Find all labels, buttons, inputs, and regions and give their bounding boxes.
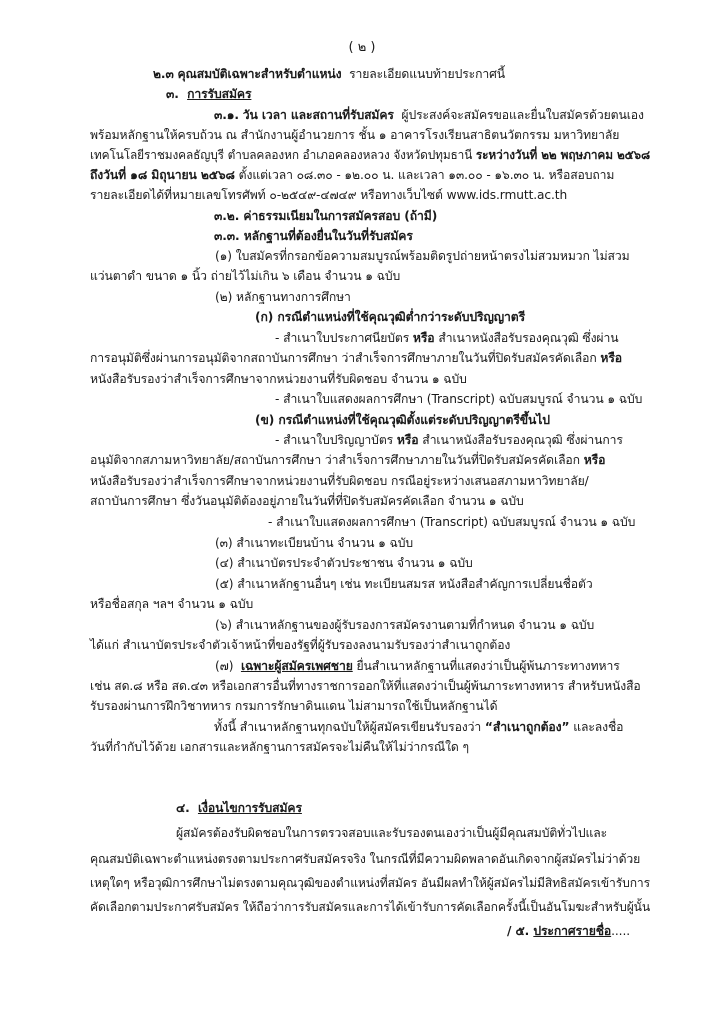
section-3-3 <box>214 228 413 244</box>
doc-2a-or-2: หรือ <box>600 351 622 365</box>
section-3-1-line-4 <box>90 167 614 183</box>
section-4-line-2: คุณสมบัติเฉพาะตำแหน่งตรงตามประกาศรับสมัครจริง ในกรณีที่มีความผิดพลาดอันเกิดจากผู้สมัครไม่ว่าด้วย <box>90 852 641 866</box>
section-2-3 <box>153 66 505 82</box>
doc-1-line-2: แว่นตาดำ ขนาด ๑ นิ้ว ถ่ายไว้ไม่เกิน ๖ เดือน จำนวน ๑ ฉบับ <box>90 269 401 283</box>
section-3-number: ๓. <box>166 87 179 101</box>
section-3-3-number: ๓.๓. <box>214 229 240 243</box>
doc-6-line-1: (๖) สำเนาหลักฐานของผู้รับรองการสมัครงานตามที่กำหนด จำนวน ๑ ฉบับ <box>215 618 595 632</box>
location-text: เทคโนโลยีราชมงคลธัญบุรี ตำบลคลองหก อำเภอคลองหลวง จังหวัดปทุมธานี <box>90 148 473 162</box>
doc-2b-approval: อนุมัติจากสภามหาวิทยาลัย/สถาบันการศึกษา ว่าสำเร็จการศึกษาภายในวันที่ปิดรับสมัครคัดเลือก <box>90 453 580 467</box>
doc-2b-or-2: หรือ <box>583 453 606 467</box>
doc-7-number: (๗) <box>215 659 234 673</box>
doc-7-title: เฉพาะผู้สมัครเพศชาย <box>240 659 353 673</box>
section-3-1-text: ผู้ประสงค์จะสมัครขอและยื่นใบสมัครด้วยตนเอง <box>401 108 644 122</box>
doc-4: (๔) สำเนาบัตรประจำตัวประชาชน จำนวน ๑ ฉบับ <box>215 556 473 570</box>
doc-3: (๓) สำเนาทะเบียนบ้าน จำนวน ๑ ฉบับ <box>215 536 414 550</box>
section-3-1-line-5: รายละเอียดได้ที่หมายเลขโทรศัพท์ ๐-๒๕๔๙-๔๗๔๙ หรือทางเว็บไซต์ www.ids.rmutt.ac.th <box>90 188 568 202</box>
section-4-number: ๔. <box>176 801 190 815</box>
note-text-end: และลงชื่อ <box>573 720 624 734</box>
doc-2b-or: หรือ <box>396 433 419 447</box>
section-3-1-title: วัน เวลา และสถานที่รับสมัคร <box>242 108 394 122</box>
note-text: ทั้งนี้ สำเนาหลักฐานทุกฉบับให้ผู้สมัครเขียนรับรองว่า <box>214 720 482 734</box>
doc-2b-line-4: สถาบันการศึกษา ซึ่งวันอนุมัติต้องอยู่ภายในวันที่ที่ปิดรับสมัครคัดเลือก จำนวน ๑ ฉบับ <box>90 494 524 508</box>
doc-7-line-1 <box>215 658 620 674</box>
doc-7-line-3: รับรองผ่านการฝึกวิชาทหาร กรมการรักษาดินแดน ไม่สามารถใช้เป็นหลักฐานได้ <box>90 699 498 713</box>
doc-2a-or: หรือ <box>412 331 435 345</box>
note-certified-copy: “สำเนาถูกต้อง” <box>484 720 570 734</box>
footer-ellipsis: ..... <box>611 924 630 938</box>
doc-2a-item-alt: สำเนาหนังสือรับรองคุณวุฒิ ซึ่งผ่าน <box>438 331 619 345</box>
section-3-title: การรับสมัคร <box>187 87 252 101</box>
doc-2: (๒) หลักฐานทางการศึกษา <box>215 290 351 304</box>
doc-2a-title: (ก) กรณีตำแหน่งที่ใช้คุณวุฒิต่ำกว่าระดับปริญญาตรี <box>255 310 526 324</box>
doc-2a-line-1 <box>275 330 618 346</box>
note-line-2: วันที่กำกับไว้ด้วย เอกสารและหลักฐานการสมัครจะไม่คืนให้ไม่ว่ากรณีใด ๆ <box>90 740 469 754</box>
doc-5-line-2: หรือชื่อสกุล ฯลฯ จำนวน ๑ ฉบับ <box>90 597 254 611</box>
doc-2b-line-3: หนังสือรับรองว่าสำเร็จการศึกษาจากหน่วยงานที่รับผิดชอบ กรณีอยู่ระหว่างเสนอสภามหาวิทยาลัย/ <box>90 474 589 488</box>
section-3-2-title: ค่าธรรมเนียมในการสมัครสอบ (ถ้ามี) <box>243 209 438 223</box>
doc-2b-line-2 <box>90 452 605 468</box>
office-hours: ตั้งแต่เวลา ๐๘.๓๐ - ๑๒.๐๐ น. และเวลา ๑๓.๐๐ - ๑๖.๓๐ น. หรือสอบถาม <box>238 168 615 182</box>
doc-7-line-2: เช่น สด.๘ หรือ สด.๔๓ หรือเอกสารอื่นที่ทางราชการออกให้ที่แสดงว่าเป็นผู้พ้นภาระทางทหาร สำหรับหนังสือ <box>90 679 641 693</box>
footer-next-section: / ๕. <box>507 924 530 938</box>
section-3-3-title: หลักฐานที่ต้องยื่นในวันที่รับสมัคร <box>243 229 413 243</box>
section-2-3-text: รายละเอียดแนบท้ายประกาศนี้ <box>349 67 506 81</box>
section-2-3-title: คุณสมบัติเฉพาะสำหรับตำแหน่ง <box>177 67 342 81</box>
note-line-1 <box>214 719 623 735</box>
section-2-3-number: ๒.๓ <box>153 67 174 81</box>
section-3-heading <box>166 86 251 102</box>
section-3-1-line-1 <box>214 107 644 123</box>
footer-next-title: ประกาศรายชื่อ <box>533 924 612 938</box>
doc-2a-approval: การอนุมัติซึ่งผ่านการอนุมัติจากสถาบันการศึกษา ว่าสำเร็จการศึกษาภายในวันที่ปิดรับสมัครคัดเลือก <box>90 351 597 365</box>
page-number: ( ๒ ) <box>348 40 376 55</box>
section-4-title: เงื่อนไขการรับสมัคร <box>197 801 302 815</box>
start-date: ระหว่างวันที่ ๒๒ พฤษภาคม ๒๕๖๘ <box>475 148 650 162</box>
section-3-2-number: ๓.๒. <box>214 209 240 223</box>
doc-7-text: ยื่นสำเนาหลักฐานที่แสดงว่าเป็นผู้พ้นภาระทางทหาร <box>356 659 620 673</box>
section-3-1-line-2: พร้อมหลักฐานให้ครบถ้วน ณ สำนักงานผู้อำนวยการ ชั้น ๑ อาคารโรงเรียนสาธิตนวัตกรรม มหาวิทยาลัย <box>90 128 620 142</box>
doc-2b-item: - สำเนาใบปริญญาบัตร <box>275 433 394 447</box>
doc-1-line-1: (๑) ใบสมัครที่กรอกข้อความสมบูรณ์พร้อมติดรูปถ่ายหน้าตรงไม่สวมหมวก ไม่สวม <box>215 249 630 263</box>
continuation-footer <box>507 923 630 939</box>
section-4-line-4: คัดเลือกตามประกาศรับสมัคร ให้ถือว่าการรับสมัครและการได้เข้ารับการคัดเลือกครั้งนี้เป็นอันโมฆะสำหรับผู้นั้น <box>90 900 650 914</box>
doc-2b-item-alt: สำเนาหนังสือรับรองคุณวุฒิ ซึ่งผ่านการ <box>422 433 623 447</box>
doc-5-line-1: (๕) สำเนาหลักฐานอื่นๆ เช่น ทะเบียนสมรส หนังสือสำคัญการเปลี่ยนชื่อตัว <box>215 577 593 591</box>
section-3-2 <box>214 208 437 224</box>
section-4-heading <box>176 800 302 816</box>
doc-2a-line-2 <box>90 350 622 366</box>
doc-2a-item: - สำเนาใบประกาศนียบัตร <box>275 331 410 345</box>
doc-6-line-2: ได้แก่ สำเนาบัตรประจำตัวเจ้าหน้าที่ของรัฐที่ผู้รับรองลงนามรับรองว่าสำเนาถูกต้อง <box>90 638 511 652</box>
end-date: ถึงวันที่ ๑๘ มิถุนายน ๒๕๖๘ <box>90 168 235 182</box>
section-3-1-line-3 <box>90 147 650 163</box>
doc-2a-line-3: หนังสือรับรองว่าสำเร็จการศึกษาจากหน่วยงานที่รับผิดชอบ จำนวน ๑ ฉบับ <box>90 372 467 386</box>
section-4-line-1: ผู้สมัครต้องรับผิดชอบในการตรวจสอบและรับรองตนเองว่าเป็นผู้มีคุณสมบัติทั่วไปและ <box>176 826 608 840</box>
doc-2b-title: (ข) กรณีตำแหน่งที่ใช้คุณวุฒิตั้งแต่ระดับปริญญาตรีขึ้นไป <box>255 413 550 427</box>
doc-2a-line-4: - สำเนาใบแสดงผลการศึกษา (Transcript) ฉบับสมบูรณ์ จำนวน ๑ ฉบับ <box>275 392 643 406</box>
section-3-1-number: ๓.๑. <box>214 108 239 122</box>
section-4-line-3: เหตุใดๆ หรือวุฒิการศึกษาไม่ตรงตามคุณวุฒิของตำแหน่งที่สมัคร อันมีผลทำให้ผู้สมัครไม่มีสิทธิสมัครเข้ารับการ <box>90 876 650 890</box>
doc-2b-line-1 <box>275 432 623 448</box>
doc-2b-line-5: - สำเนาใบแสดงผลการศึกษา (Transcript) ฉบับสมบูรณ์ จำนวน ๑ ฉบับ <box>268 515 636 529</box>
